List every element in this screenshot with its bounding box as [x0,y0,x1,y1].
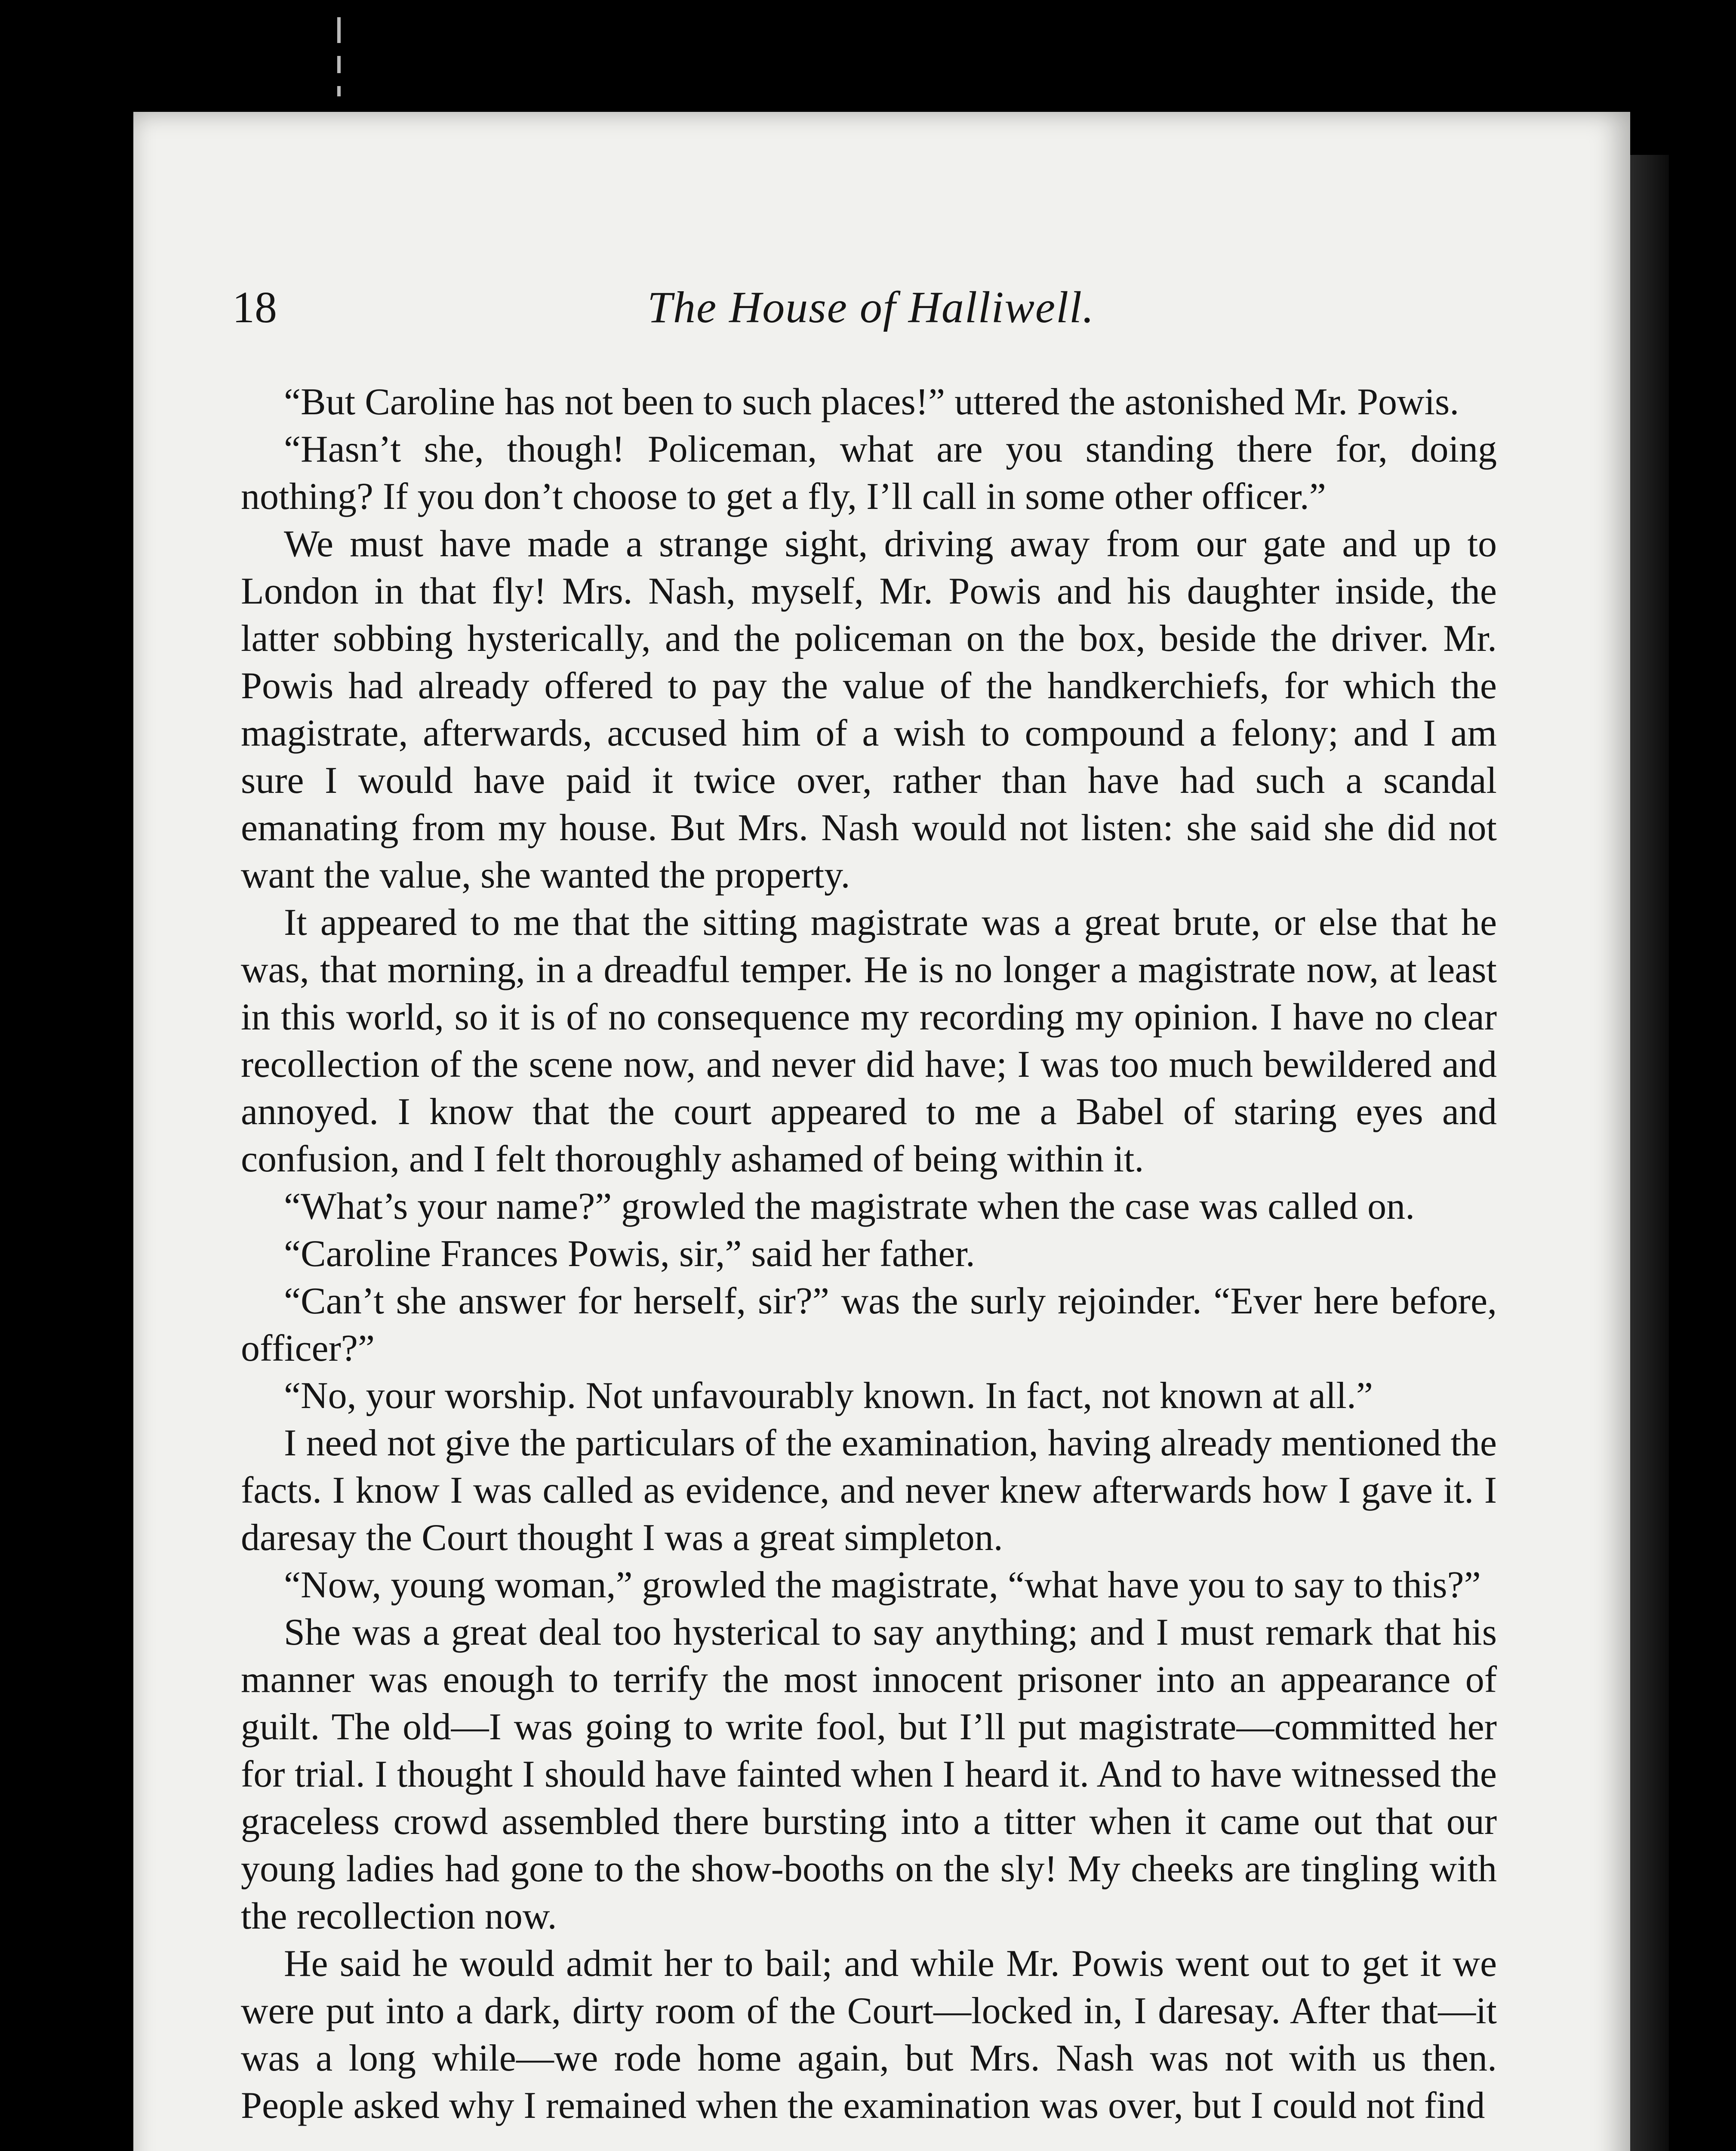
paragraph: He said he would admit her to bail; and while Mr. Powis went out to get it we were put into a dark, dirty room of the Court—locked in, I daresay. After that—it was a long while—we rode home again, but Mrs. Nash was not with us then. People asked why I remained when the examination was over, but I could not find [241,1943,1497,2126]
paragraph: I need not give the particulars of the examination, having already mentioned the facts. I know I was called as evidence, and never knew afterwards how I gave it. I daresay the Court thought I was a great simpleton. [241,1422,1497,1559]
paragraph: She was a great deal too hysterical to say anything; and I must remark that his manner was enough to terrify the most innocent prisoner into an appearance of guilt. The old—I was going to write fool, but I’ll put magistrate—committed her for trial. I thought I should have fainted when I heard it. And to have witnessed the graceless crowd assembled there bursting into a titter when it came out that our young ladies had gone to the show-booths on the sly! My cheeks are tingling with the recollection now. [241,1612,1497,1937]
paragraph: “Now, young woman,” growled the magistrate, “what have you to say to this?” [284,1564,1481,1606]
paragraph: We must have made a strange sight, driving away from our gate and up to London in that fly! Mrs. Nash, myself, Mr. Powis and his daughter inside, the latter sobbing hysterically, and the policeman on the box, beside the driver. Mr. Powis had already offered to pay the value of the handkerchiefs, for which the magistrate, afterwards, accused him of a wish to compound a felony; and I am sure I would have paid it twice over, rather than have had such a scandal emanating from my house. But Mrs. Nash would not listen: she said she did not want the value, she wanted the property. [241,523,1497,896]
scan-edge-mark [331,0,348,103]
paragraph: “What’s your name?” growled the magistrate when the case was called on. [284,1186,1415,1227]
paragraph: “No, your worship. Not unfavourably known. In fact, not known at all.” [284,1375,1373,1417]
page-gutter-shadow [1630,155,1669,2151]
paragraph: “Can’t she answer for herself, sir?” was the surly rejoinder. “Ever here before, officer?” [241,1280,1497,1369]
body-text [241,379,1497,2129]
paragraph: “But Caroline has not been to such places!” uttered the astonished Mr. Powis. [284,381,1459,423]
paragraph: “Hasn’t she, though! Policeman, what are you standing there for, doing nothing? If you don’t choose to get a fly, I’ll call in some other officer.” [241,428,1497,518]
paragraph: “Caroline Frances Powis, sir,” said her father. [284,1233,975,1275]
page-number: 18 [232,283,277,332]
paragraph: It appeared to me that the sitting magistrate was a great brute, or else that he was, that morning, in a dreadful temper. He is no longer a magistrate now, at least in this world, so it is of no consequence my recording my opinion. I have no clear recollection of the scene now, and never did have; I was too much bewildered and annoyed. I know that the court appeared to me a Babel of staring eyes and confusion, and I felt thoroughly ashamed of being within it. [241,902,1497,1180]
page-header [232,280,1510,336]
running-title: The House of Halliwell. [647,283,1095,332]
